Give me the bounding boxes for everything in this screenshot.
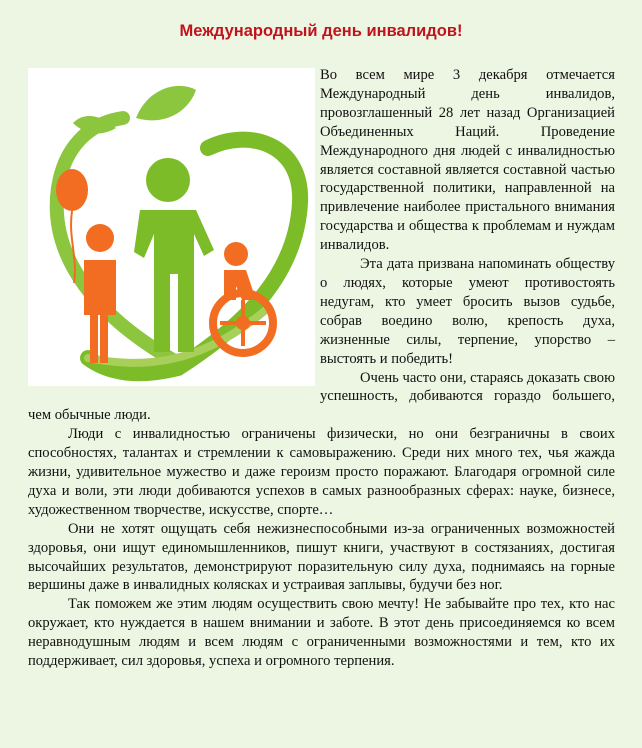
paragraph-5: Они не хотят ощущать себя нежизнеспособными из-за ограниченных возможностей здоровья, они ищут единомышленников, пишут книги, участвуют в состязаниях, достигая высочайших результатов, демонстрируют поразительную силу духа, поднимаясь на горные вершины даже в инвалидных колясках и устраивая заплывы, будучи без ног.: [28, 520, 615, 594]
paragraph-2: Эта дата призвана напоминать обществу о людях, которые умеют противостоять недугам, кто умеет бросить вызов судьбе, собрав воедино волю, крепость духа, жизненные силы, терпение, упорство – выстоять и победить!: [320, 256, 615, 367]
paragraph-1: Во всем мире 3 декабря отмечается Международный день инвалидов, провозглашенный 28 лет назад Организацией Объединенных Наций. Проведение Международного дня людей с инвалидностью является составной является составной частью государственной политики, направленной на привлечение наиболее пристального внимания государства и общества к проблемам и нуждам инвалидов.: [320, 67, 615, 254]
paragraph-6: Так поможем же этим людям осуществить свою мечту! Не забывайте про тех, кто нас окружает, кто нуждается в нашем внимании и заботе. В этот день присоединяемся ко всем неравнодушным людям и всем людям с ограниченными возможностями и тем, кто их поддерживает, сил здоровья, успеха и огромного терпения.: [28, 596, 615, 670]
page-title: Международный день инвалидов!: [179, 22, 463, 40]
paragraph-3: Очень часто они, стараясь доказать свою успешность, добиваются гораздо большего, чем обычные люди.: [28, 369, 615, 424]
paragraph-4: Люди с инвалидностью ограничены физически, но они безграничны в своих способностях, талантах и стремлении к самовыражению. Среди них много тех, чья жажда жизни, удивительное мужество и даже героизм просто поражают. Благодаря огромной силе духа и воли, эти люди добиваются успехов в самых разнообразных сферах: науке, бизнесе, художественном творчестве, искусстве, спорте…: [28, 426, 615, 518]
article-body: [28, 66, 615, 671]
